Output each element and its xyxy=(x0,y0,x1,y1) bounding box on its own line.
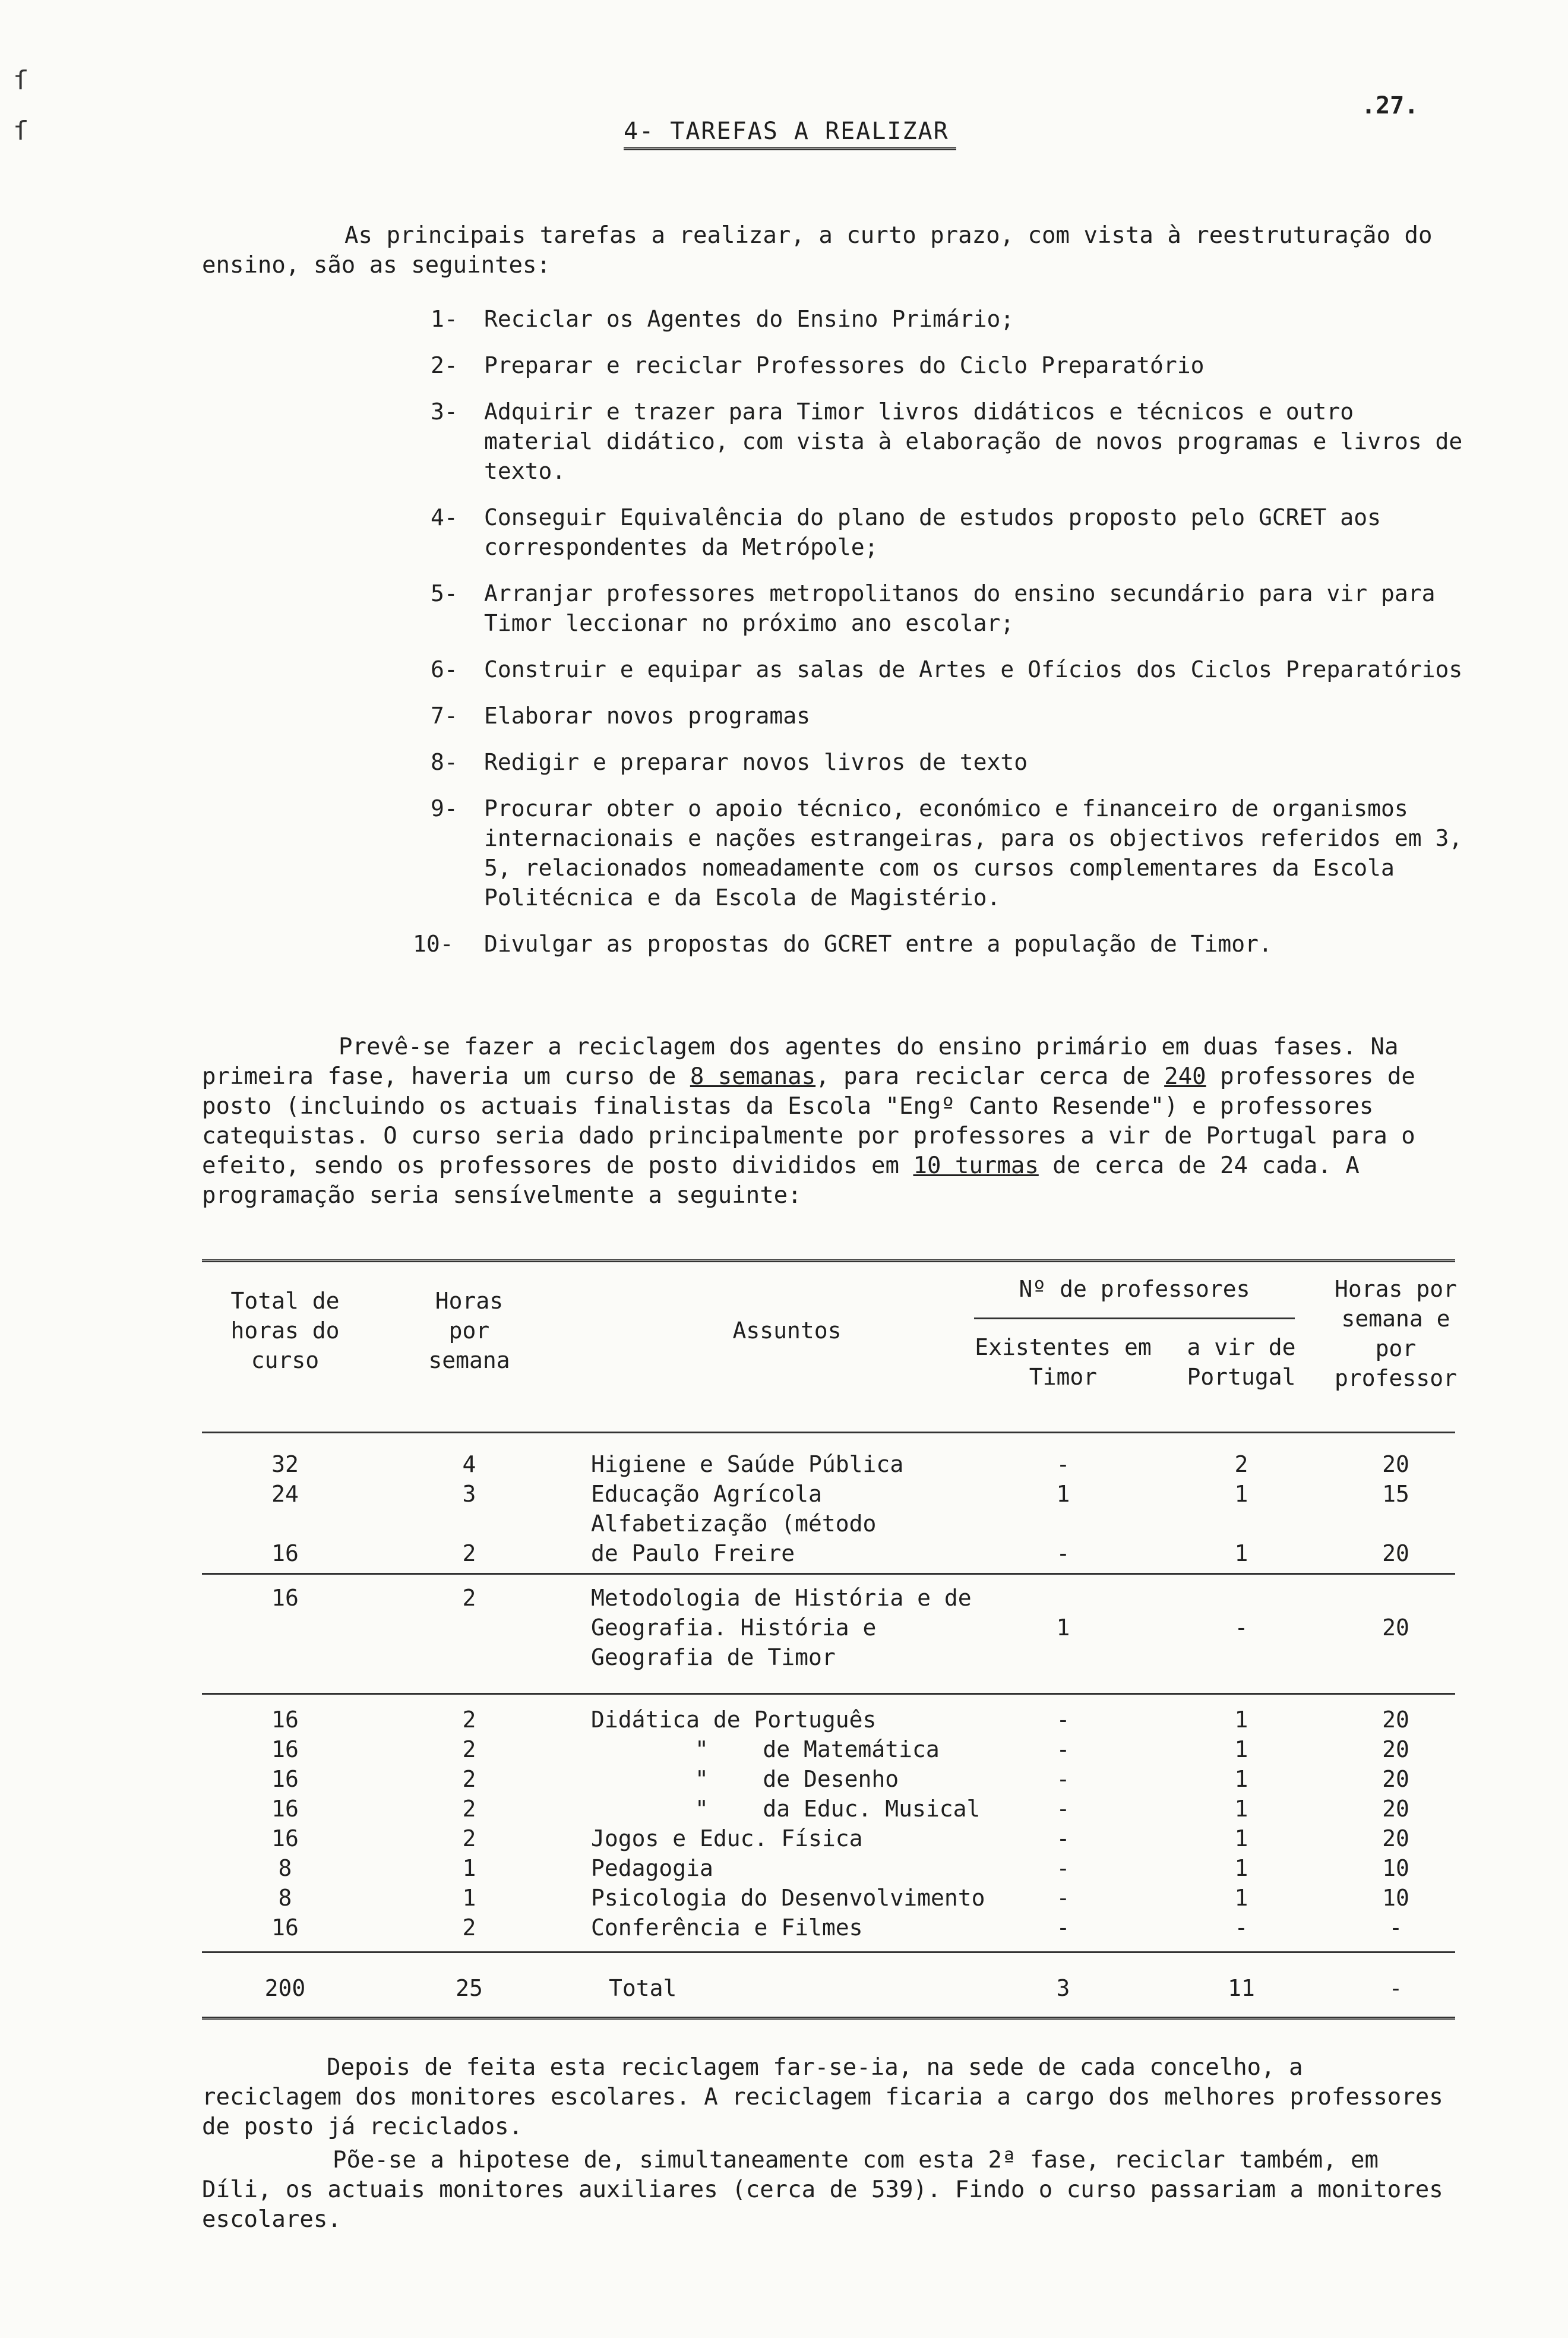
table-top-rule xyxy=(202,1259,1455,1262)
list-item: 10- Divulgar as propostas do GCRET entre a população de Timor. xyxy=(413,931,1272,957)
header-assuntos: Assuntos xyxy=(732,1318,842,1344)
reciclagem-paragraph: Prevê-se fazer a reciclagem dos agentes do ensino primário em duas fases. Na primeira fase, haveria um curso de 8 semanas, para reciclar cerca de 240 professores de posto (incluindo os actuais finalistas da Escola "Engº Canto Resende") e professores catequistas. O curso seria dado principalmente por professores a vir de Portugal para o efeito, sendo os professores de posto divididos em 10 turmas de cerca de 24 cada. A programação seria sensívelmente a seguinte: xyxy=(202,1034,1430,1209)
intro-paragraph: As principais tarefas a realizar, a curto prazo, com vista à reestruturação do ensino, são as seguintes: xyxy=(202,222,1446,279)
header-a-vir: a vir de Portugal xyxy=(1187,1334,1296,1390)
list-item: 8- Redigir e preparar novos livros de texto xyxy=(431,749,1028,775)
header-total-horas: Total de horas do curso xyxy=(230,1288,340,1373)
table-bottom-rule xyxy=(202,2017,1455,2020)
table-divider xyxy=(202,1432,1455,1433)
hipotese-paragraph: Põe-se a hipotese de, simultaneamente com esta 2ª fase, reciclar também, em Díli, os actuais monitores auxiliares (cerca de 539). Findo o curso passariam a monitores escolares. xyxy=(202,2147,1458,2233)
monitores-paragraph: Depois de feita esta reciclagem far-se-ia, na sede de cada concelho, a reciclagem dos monitores escolares. A reciclagem ficaria a cargo dos melhores professores de posto já reciclados. xyxy=(202,2054,1458,2140)
list-item: 9- Procurar obter o apoio técnico, económico e financeiro de organismos internacionais e nações estrangeiras, para os objectivos referidos em 3, 5, relacionados nomeadamente com os cursos complementares da Escola Politécnica e da Escola de Magistério. xyxy=(431,795,1463,911)
margin-mark: ſ xyxy=(13,65,29,96)
list-item: 7- Elaborar novos programas xyxy=(431,703,811,729)
list-item: 1- Reciclar os Agentes do Ensino Primário; xyxy=(431,306,1014,332)
table-divider xyxy=(202,1573,1455,1575)
table-divider xyxy=(202,1693,1455,1695)
document-page: ſ ſ .27. 4- TAREFAS A REALIZAR As principais tarefas a realizar, a curto prazo, com vista à reestruturação do ensino, são as seguintes: 1- Reciclar os Agentes do Ensino Primário; 2- Preparar e reciclar Professores do Ciclo Preparatório 3- Adquirir e trazer para Timor livros didáticos e técnicos e outro material didático, com vista à elaboração de novos programas e livros de texto. 4- Conseguir Equivalência do plano de estudos proposto pelo GCRET aos correspondentes da Metrópole; 5- Arranjar professores metropolitanos do ensino secundário para vir para Timor leccionar no próximo ano escolar; 6- Construir e equipar as salas de Artes e Ofícios dos Ciclos Preparatórios 7- Elaborar novos programas 8- Redigir e preparar novos livros de texto 9- Procurar obter o apoio técnico, económico e financeiro de organismos internacionais e nações estrangeiras, para os objectivos referidos em 3, 5, relacionados nomeadamente com os cursos complementares da Escola Politécnica e da Escola de Magistério. 10- Divulgar as propostas do GCRET entre a população de Timor. Prevê-se fazer a reciclagem dos agentes do ensino primário em duas fases. Na primeira fase, haveria um curso de 8 semanas, para reciclar cerca de 240 professores de posto (incluindo os actuais finalistas da Escola "Engº Canto Resende") e professores catequistas. O curso seria dado principalmente por professores a vir de Portugal para o efeito, sendo os professores de posto divididos em 10 turmas de cerca de 24 cada. A programação seria sensívelmente a seguinte: Total de horas do curso Horas por semana Assuntos Nº de professores Existentes em Timor a vir de Portugal Horas por semana e por professor 32 4 Higiene e Saúde Pública - 2 20 24 3 Educação Agrícola 1 1 15 16 2 Alfabetização (método de Paulo Freire - 1 20 16 2 Metodologia de História e de Geografia. História e Geografia de Timor 1 - 20 16 2 Didática de Português - 1 20 16 2 " de Matemática - 1 20 16 2 " de Desenho - 1 20 16 2 " da Educ. Musical - 1 20 16 2 Jogos e Educ. Física - 1 20 8 1 Pedagogia - 1 10 8 1 Psicologia do Desenvolvimento - 1 10 16 2 Conferência e Filmes - - - 200 25 Total 3 11 - Depois de feita esta reciclagem far-se-ia, na sede de cada concelho, a reciclagem dos monitores escolares. A reciclagem ficaria a cargo dos melhores professores de posto já reciclados. Põe-se a hipotese de, simultaneamente com esta 2ª fase, reciclar também, em Díli, os actuais monitores auxiliares (cerca de 539). Findo o curso passariam a monitores escolares. xyxy=(0,0,1568,2338)
list-item: 4- Conseguir Equivalência do plano de estudos proposto pelo GCRET aos correspondentes da Metrópole; xyxy=(431,504,1381,560)
header-subrule xyxy=(974,1318,1295,1319)
list-item: 6- Construir e equipar as salas de Artes e Ofícios dos Ciclos Preparatórios xyxy=(431,656,1463,683)
header-existentes: Existentes em Timor xyxy=(975,1334,1152,1390)
header-horas-semana: Horas por semana xyxy=(428,1288,510,1373)
list-item: 5- Arranjar professores metropolitanos do ensino secundário para vir para Timor leccionar no próximo ano escolar; xyxy=(431,580,1436,636)
list-item: 2- Preparar e reciclar Professores do Ciclo Preparatório xyxy=(431,352,1205,378)
list-item: 3- Adquirir e trazer para Timor livros didáticos e técnicos e outro material didático, com vista à elaboração de novos programas e livros de texto. xyxy=(431,399,1463,484)
header-n-professores: Nº de professores xyxy=(1019,1276,1250,1302)
header-horas-prof: Horas por semana e por professor xyxy=(1335,1276,1457,1391)
section-heading: 4- TAREFAS A REALIZAR xyxy=(624,118,949,145)
heading-underline xyxy=(624,147,956,150)
page-number: .27. xyxy=(1361,92,1419,119)
task-list xyxy=(413,304,1470,975)
table-divider xyxy=(202,1951,1455,1953)
margin-mark: ſ xyxy=(13,116,29,146)
